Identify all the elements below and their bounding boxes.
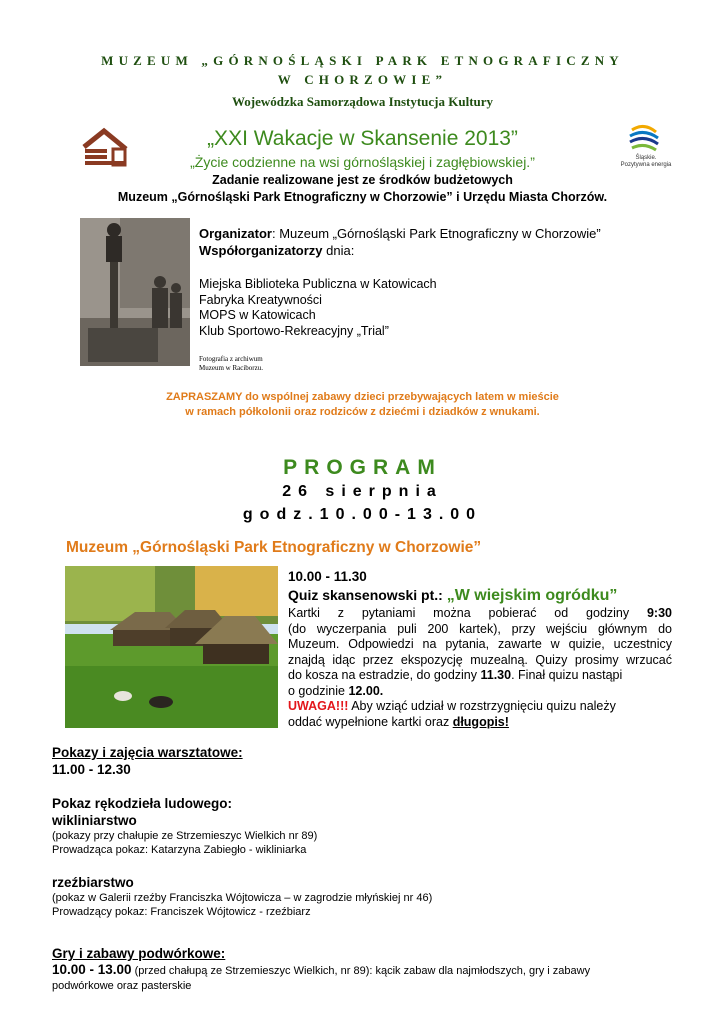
- page-title: „XXI Wakacje w Skansenie 2013”: [207, 127, 518, 150]
- photo-caption-line2: Muzeum w Raciborzu.: [199, 364, 263, 372]
- workshops-heading: Pokazy i zajęcia warsztatowe:: [52, 745, 243, 760]
- organizer-value: : Muzeum „Górnośląski Park Etnograficzny w Chorzowie”: [271, 226, 601, 241]
- quiz-time-1130: 11.30: [480, 668, 512, 682]
- quiz-line: (do wyczerpania puli 200 kartek), przy wejściu głównym do: [288, 621, 672, 636]
- quiz-line: do kosza na estradzie, do godziny: [288, 668, 478, 682]
- carving-place: (pokaz w Galerii rzeźby Franciszka Wójtowicza – w zagrodzie młyńskiej nr 46): [52, 892, 433, 904]
- games-heading: Gry i zabawy podwórkowe:: [52, 946, 226, 961]
- page-subtitle: „Życie codzienne na wsi górnośląskiej i zagłębiowskiej.”: [190, 154, 535, 170]
- quiz-final-text: . Finał quizu nastąpi: [511, 668, 623, 682]
- quiz-label: Quiz skansenowski pt.:: [288, 587, 447, 603]
- invite-line1: ZAPRASZAMY do wspólnej zabawy dzieci przebywających latem w mieście: [166, 391, 559, 403]
- quiz-time-930: 9:30: [646, 606, 672, 620]
- logo-text-line2: Pozytywna energia: [620, 162, 672, 168]
- folk-craft-heading: Pokaz rękodzieła ludowego:: [52, 796, 233, 811]
- quiz-line: znajdą idąc przez ekspozycję muzealną. Quizy prosimy wrzucać: [288, 652, 672, 667]
- museum-name-line2: W CHORZOWIE”: [277, 72, 448, 87]
- warning-text: Aby wziąć udział w rozstrzygnięciu quizu należy: [348, 699, 616, 713]
- program-title: PROGRAM: [283, 456, 442, 479]
- museum-heading: Muzeum „Górnośląski Park Etnograficzny w Chorzowie”: [66, 539, 482, 556]
- carving-title: rzeźbiarstwo: [52, 875, 134, 890]
- funding-line2: Muzeum „Górnośląski Park Etnograficzny w Chorzowie” i Urzędu Miasta Chorzów.: [117, 190, 608, 204]
- logo-text-line1: Śląskie.: [635, 155, 657, 161]
- invite-line2: w ramach półkolonii oraz rodziców z dziećmi i dziadków z wnukami.: [185, 406, 540, 418]
- quiz-time-1200: 12.00.: [348, 683, 384, 698]
- museum-name-line1: MUZEUM „GÓRNOŚLĄSKI PARK ETNOGRAFICZNY: [101, 53, 624, 68]
- pen-note: długopis!: [452, 714, 509, 729]
- quiz-name: „W wiejskim ogródku”: [446, 587, 618, 604]
- warning-line2: oddać wypełnione kartki oraz: [288, 714, 453, 729]
- coorganizer-item: MOPS w Katowicach: [199, 308, 316, 322]
- skansen-photo: [65, 566, 278, 728]
- wicker-place: (pokazy przy chałupie ze Strzemieszyc Wielkich nr 89): [52, 830, 318, 842]
- quiz-line: Kartki z pytaniami można pobierać od godziny: [288, 606, 630, 620]
- coorganizers-list: [199, 277, 679, 339]
- institution-name: Wojewódzka Samorządowa Instytucja Kultury: [231, 94, 494, 109]
- games-desc-line1: (przed chałupą ze Strzemieszyc Wielkich, nr 89): kącik zabaw dla najmłodszych, gry i zabawy: [131, 965, 591, 977]
- games-time: 10.00 - 13.00: [52, 962, 132, 977]
- wicker-title: wikliniarstwo: [52, 813, 137, 828]
- games-desc-line2: podwórkowe oraz pasterskie: [52, 980, 192, 992]
- funding-line1: Zadanie realizowane jest ze środków budżetowych: [212, 173, 513, 187]
- quiz-line: o godzinie: [288, 683, 345, 698]
- coorganizer-item: Miejska Biblioteka Publiczna w Katowicach: [199, 277, 437, 291]
- carving-host: Prowadzący pokaz: Franciszek Wójtowicz - rzeźbiarz: [52, 906, 311, 918]
- quiz-line: Muzeum. Odpowiedzi na pytania, zawarte w quizie, uczestnicy: [288, 637, 672, 651]
- program-date: 26 sierpnia: [282, 483, 443, 500]
- archive-photo: [80, 218, 190, 366]
- coorganizers-label: Współorganizatorzy: [199, 243, 323, 258]
- coorganizer-item: Fabryka Kreatywności: [199, 292, 322, 307]
- coorganizers-suffix: dnia:: [322, 243, 355, 258]
- workshops-time: 11.00 - 12.30: [52, 762, 131, 777]
- program-hours: godz.10.00-13.00: [242, 506, 483, 523]
- wicker-host: Prowadząca pokaz: Katarzyna Zabiegło - wikliniarka: [52, 844, 307, 856]
- quiz-time: 10.00 - 11.30: [288, 569, 367, 584]
- coorganizer-item: Klub Sportowo-Rekreacyjny „Trial”: [199, 323, 389, 338]
- photo-caption-line1: Fotografia z archiwum: [199, 355, 263, 363]
- warning-label: UWAGA!!!: [288, 699, 349, 713]
- organizer-label: Organizator: [199, 226, 272, 241]
